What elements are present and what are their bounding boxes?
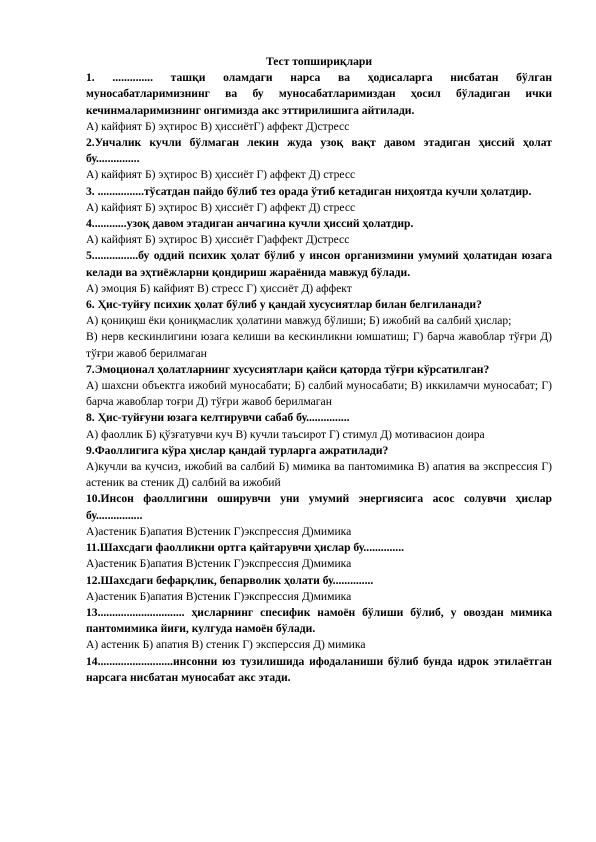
question-14: 14..........................инсонни юз тузилишида ифодаланиши бўлиб бунда идрок этилаётган нарсага нисбатан муносабат акс этади. — [86, 654, 552, 684]
question-7: 7.Эмоционал ҳолатларнинг хусусиятлари қайси қаторда тўғри кўрсатилган? — [86, 362, 490, 376]
answers-11: А)астеник Б)апатия В)стеник Г)экспрессия Д)мимика — [86, 557, 352, 571]
answers-9: А)кучли ва кучсиз, ижобий ва салбий Б) мимика ва пантомимика В) апатия ва экспрессия Г) астеник ва стеник Д) салбий ва ижобий — [86, 460, 552, 490]
answers-3: А) кайфият Б) эҳтирос В) ҳиссиёт Г) аффект Д) стресс — [86, 200, 356, 214]
answers-7: А) шахсни объектга ижобий муносабати; Б) салбий муносабати; В) иккиламчи муносабат; Г) барча жавоблар тоғри Д) тўғри жавоб берилмаган — [86, 379, 552, 409]
answers-8: А) фаоллик Б) қўзғатувчи куч В) кучли таъсирот Г) стимул Д) мотивасион доира — [86, 427, 485, 441]
question-11: 11.Шахсдаги фаолликни ортга қайтарувчи ҳислар бу.............. — [86, 541, 404, 555]
question-12: 12.Шахсдаги бефарқлик, бепарволик ҳолати бу.............. — [86, 573, 374, 587]
question-6: 6. Ҳис-туйғу психик ҳолат бўлиб у қандай хусусиятлар билан белгиланади? — [86, 298, 482, 312]
question-4: 4............узоқ давом этадиган анчагина кучли ҳиссий ҳолатдир. — [86, 217, 414, 231]
answers-5: А) эмоция Б) кайфият В) стресс Г) ҳиссиёт Д) аффект — [86, 281, 352, 295]
question-9: 9.Фаоллигига кўра ҳислар қандай турларга ажратилади? — [86, 443, 389, 457]
question-1: 1. .............. ташқи оламдаги нарса ва ҳодисаларга нисбатан бўлган муносабатларимизнинг ва бу муносабатларимиздан ҳосил бўладиган ички кечинмаларимизнинг онгимизда акс эттирилишига айтилади. — [86, 71, 552, 117]
question-5: 5................бу оддий психик ҳолат бўлиб у инсон организмини умумий ҳолатидан юзага келади ва эҳтиёжларни қондириш жараёнида мавжуд бўлади. — [86, 249, 552, 279]
question-10: 10.Инсон фаоллигини оширувчи уни умумий энергиясига асос солувчи ҳислар бу................ — [86, 492, 552, 522]
answers-12: А)астеник Б)апатия В)стеник Г)экспрессия Д)мимика — [86, 589, 352, 603]
question-13: 13.............................. ҳисларнинг спесифик намоён бўлиши бўлиб, у овоздан мимика пантомимика йиғи, кулгуда намоён бўлади. — [86, 605, 552, 636]
answers-1: А) кайфият Б) эҳтирос В) ҳиссиётГ) аффект Д)стресс — [86, 119, 350, 133]
answers-4: А) кайфият Б) эҳтирос В) ҳиссиёт Г)аффект Д)стресс — [86, 233, 350, 247]
question-8: 8. Ҳис-туйғуни юзага келтирувчи сабаб бу............... — [86, 411, 350, 425]
question-2: 2.Унчалик кучли бўлмаган лекин жуда узоқ вақт давом этадиган ҳиссий ҳолат бу............... — [86, 136, 552, 166]
question-3: 3. ................тўсатдан пайдо бўлиб тез орада ўтиб кетадиган ниҳоятда кучли ҳолатдир. — [86, 184, 532, 198]
test-document — [86, 54, 552, 686]
answers-13: А) астеник Б) апатия В) стеник Г) эксперссия Д) мимика — [86, 638, 366, 652]
answers-10: А)астеник Б)апатия В)стеник Г)экспрессия Д)мимика — [86, 524, 352, 538]
answers-6: А) қониқиш ёки қониқмаслик ҳолатини мавжуд бўлиши; Б) ижобий ва салбий ҳислар; В) нерв кескинлигини юзага келиши ва кескинликни юмшатиш; Г) барча жавоблар тўғри Д) тўғри жавоб берилмаган — [86, 314, 552, 360]
answers-2: А) кайфият Б) эҳтирос В) ҳиссиёт Г) аффект Д) стресс — [86, 168, 356, 182]
document-title: Тест топшириқлари — [265, 55, 373, 68]
